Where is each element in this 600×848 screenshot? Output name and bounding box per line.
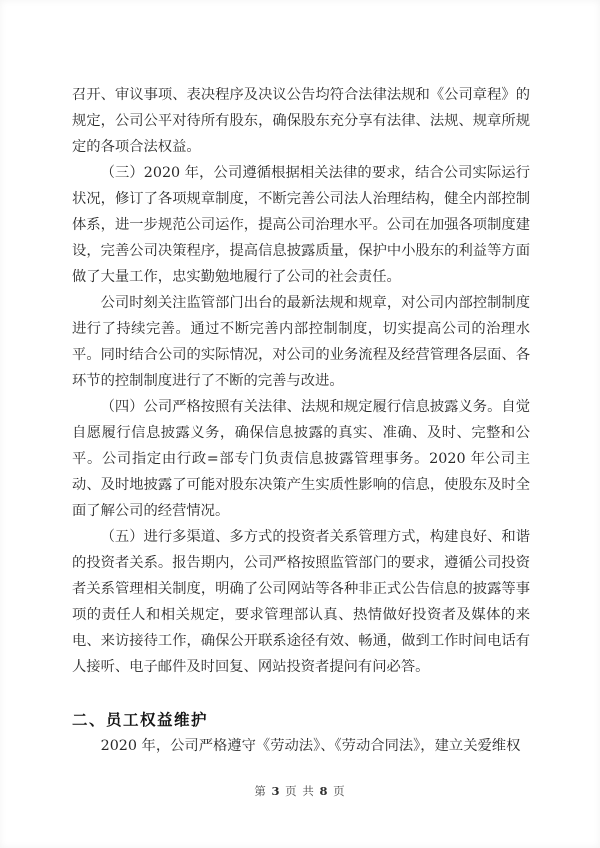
paragraph-employee-rights-intro: 2020 年，公司严格遵守《劳动法》、《劳动合同法》，建立关爱维权 [100, 738, 521, 754]
document-body [72, 82, 530, 759]
section-heading-employee-rights: 二、员工权益维护 [72, 711, 209, 729]
paragraph-item-3: （三）2020 年，公司遵循根据相关法律的要求，结合公司实际运行状况，修订了各项规章制度，不断完善公司法人治理结构，健全内部控制体系，进一步规范公司运作，提高公司治理水平。公司在加强各项制度建设，完善公司决策程序，提高信息披露质量，保护中小股东的利益等方面做了大量工作，忠实勤勉地履行了公司的社会责任。 [72, 165, 530, 285]
paragraph-internal-control: 公司时刻关注监管部门出台的最新法规和规章，对公司内部控制制度进行了持续完善。通过不断完善内部控制制度，切实提高公司的治理水平。同时结合公司的实际情况，对公司的业务流程及经营管理各层面、各环节的控制制度进行了不断的完善与改进。 [72, 295, 530, 389]
paragraph-item-5: （五）进行多渠道、多方式的投资者关系管理方式，构建良好、和谐的投资者关系。报告期内，公司严格按照监管部门的要求，遵循公司投资者关系管理相关制度，明确了公司网站等各种非正式公告信息的披露等事项的责任人和相关规定，要求管理部认真、热情做好投资者及媒体的来电、来访接待工作，确保公开联系途径有效、畅通，做到工作时间电话有人接听、电子邮件及时回复、网站投资者提问有问必答。 [72, 529, 530, 675]
footer-suffix: 页 [333, 784, 346, 798]
paragraph-continuation: 召开、审议事项、表决程序及决议公告均符合法律法规和《公司章程》的规定，公司公平对待所有股东，确保股东充分享有法律、法规、规章所规定的各项合法权益。 [72, 87, 530, 155]
paragraph-item-4: （四）公司严格按照有关法律、法规和规定履行信息披露义务。自觉自愿履行信息披露义务，确保信息披露的真实、准确、及时、完整和公平。公司指定由行政=部专门负责信息披露管理事务。2020 年公司主动、及时地披露了可能对股东决策产生实质性影响的信息，使股东及时全面了解公司的经营情况。 [72, 399, 530, 519]
footer-total-pages: 8 [319, 784, 329, 798]
footer-middle: 页 共 [285, 784, 315, 798]
page-footer [0, 784, 600, 799]
footer-prefix: 第 [254, 784, 267, 798]
footer-page-number: 3 [271, 784, 281, 798]
